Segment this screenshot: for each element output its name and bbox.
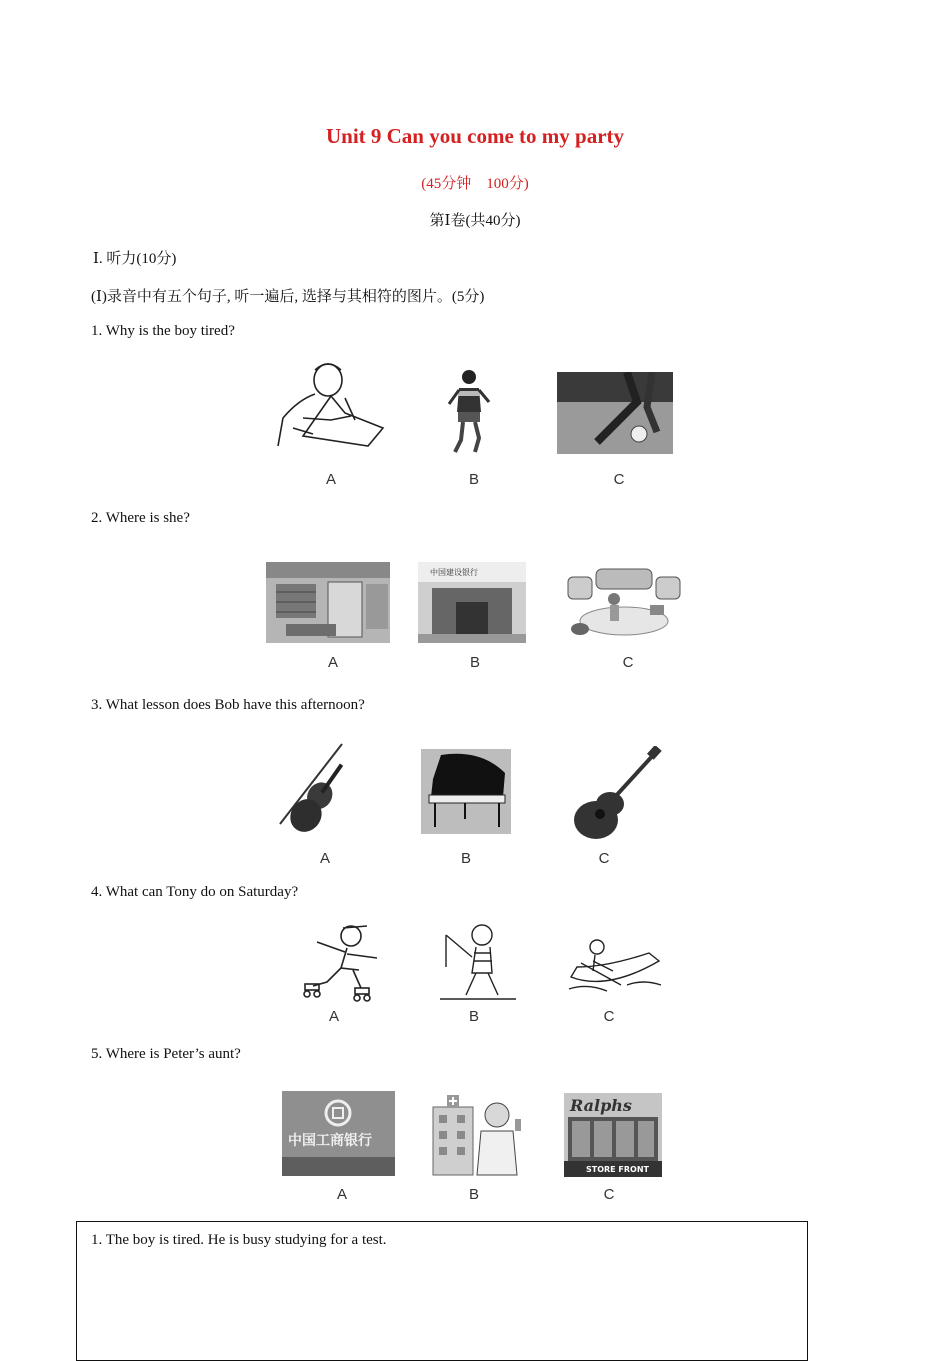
store-front-text: STORE FRONT (586, 1165, 650, 1174)
q1-option-a-label: A (325, 471, 336, 488)
boy-running-icon (445, 368, 493, 456)
q2-option-c-label: C (622, 654, 634, 671)
q4-option-c-image[interactable] (567, 935, 665, 995)
q2-option-a-label: A (327, 654, 338, 671)
violin-icon (276, 742, 346, 840)
supermarket-store-icon (564, 1093, 662, 1177)
page-title: Unit 9 Can you come to my party (325, 124, 625, 148)
section-heading: Ⅰ. 听力(10分) (93, 251, 177, 267)
hospital-doctor-icon (431, 1093, 525, 1176)
q4-option-c-label: C (603, 1008, 615, 1025)
q3-option-a-image[interactable] (276, 742, 346, 840)
question-5-text: 5. Where is Peter’s aunt? (91, 1046, 241, 1062)
piano-icon (421, 749, 511, 834)
q5-option-a-label: A (336, 1186, 347, 1203)
q5-option-b-label: B (468, 1186, 479, 1203)
q3-option-b-label: B (460, 850, 471, 867)
store-logo-text: Ralphs (570, 1096, 632, 1115)
living-room-icon (566, 565, 688, 643)
q3-option-c-image[interactable] (570, 746, 662, 842)
transcript-line-1: 1. The boy is tired. He is busy studying for a test. (91, 1232, 387, 1248)
time-score-note: (45分钟 100分) (421, 176, 529, 192)
q3-option-a-label: A (319, 850, 330, 867)
q1-option-a-image[interactable] (273, 358, 388, 456)
q4-option-b-image[interactable] (436, 921, 518, 1001)
q5-option-a-image[interactable] (282, 1091, 395, 1176)
q1-option-b-label: B (468, 471, 479, 488)
q3-option-c-label: C (598, 850, 610, 867)
q4-option-a-label: A (328, 1008, 339, 1025)
q1-option-c-label: C (613, 471, 625, 488)
guitar-icon (570, 746, 662, 842)
football-kick-icon (557, 372, 673, 454)
question-4-text: 4. What can Tony do on Saturday? (91, 884, 299, 900)
q5-option-b-image[interactable] (431, 1093, 525, 1176)
q4-option-b-label: B (468, 1008, 479, 1025)
q3-option-b-image[interactable] (421, 749, 511, 834)
q2-option-b-label: B (469, 654, 480, 671)
roller-skating-icon (287, 922, 393, 1002)
bank-sign-text: 中国建设银行 (430, 568, 478, 577)
icbc-bank-icon (282, 1091, 395, 1176)
q2-option-a-image[interactable] (266, 562, 390, 643)
q2-option-b-image[interactable] (418, 562, 526, 643)
section-instruction: (Ⅰ)录音中有五个句子, 听一遍后, 选择与其相符的图片。(5分) (91, 289, 485, 305)
q5-option-c-label: C (603, 1186, 615, 1203)
library-icon (266, 562, 390, 643)
boy-studying-icon (273, 358, 388, 456)
transcript-box (76, 1221, 808, 1361)
paper-part-label: 第Ⅰ卷(共40分) (429, 213, 521, 229)
question-2-text: 2. Where is she? (91, 510, 190, 526)
bank-building-icon (418, 562, 526, 643)
fishing-boy-icon (436, 921, 518, 1001)
q5-option-c-image[interactable] (564, 1093, 662, 1177)
q1-option-c-image[interactable] (557, 372, 673, 454)
q1-option-b-image[interactable] (445, 368, 493, 456)
q4-option-a-image[interactable] (287, 922, 393, 1002)
question-1-text: 1. Why is the boy tired? (91, 323, 235, 339)
rowing-boat-icon (567, 935, 665, 995)
question-3-text: 3. What lesson does Bob have this afternoon? (91, 697, 365, 713)
icbc-sign-text: 中国工商银行 (288, 1133, 372, 1149)
q2-option-c-image[interactable] (566, 565, 688, 643)
